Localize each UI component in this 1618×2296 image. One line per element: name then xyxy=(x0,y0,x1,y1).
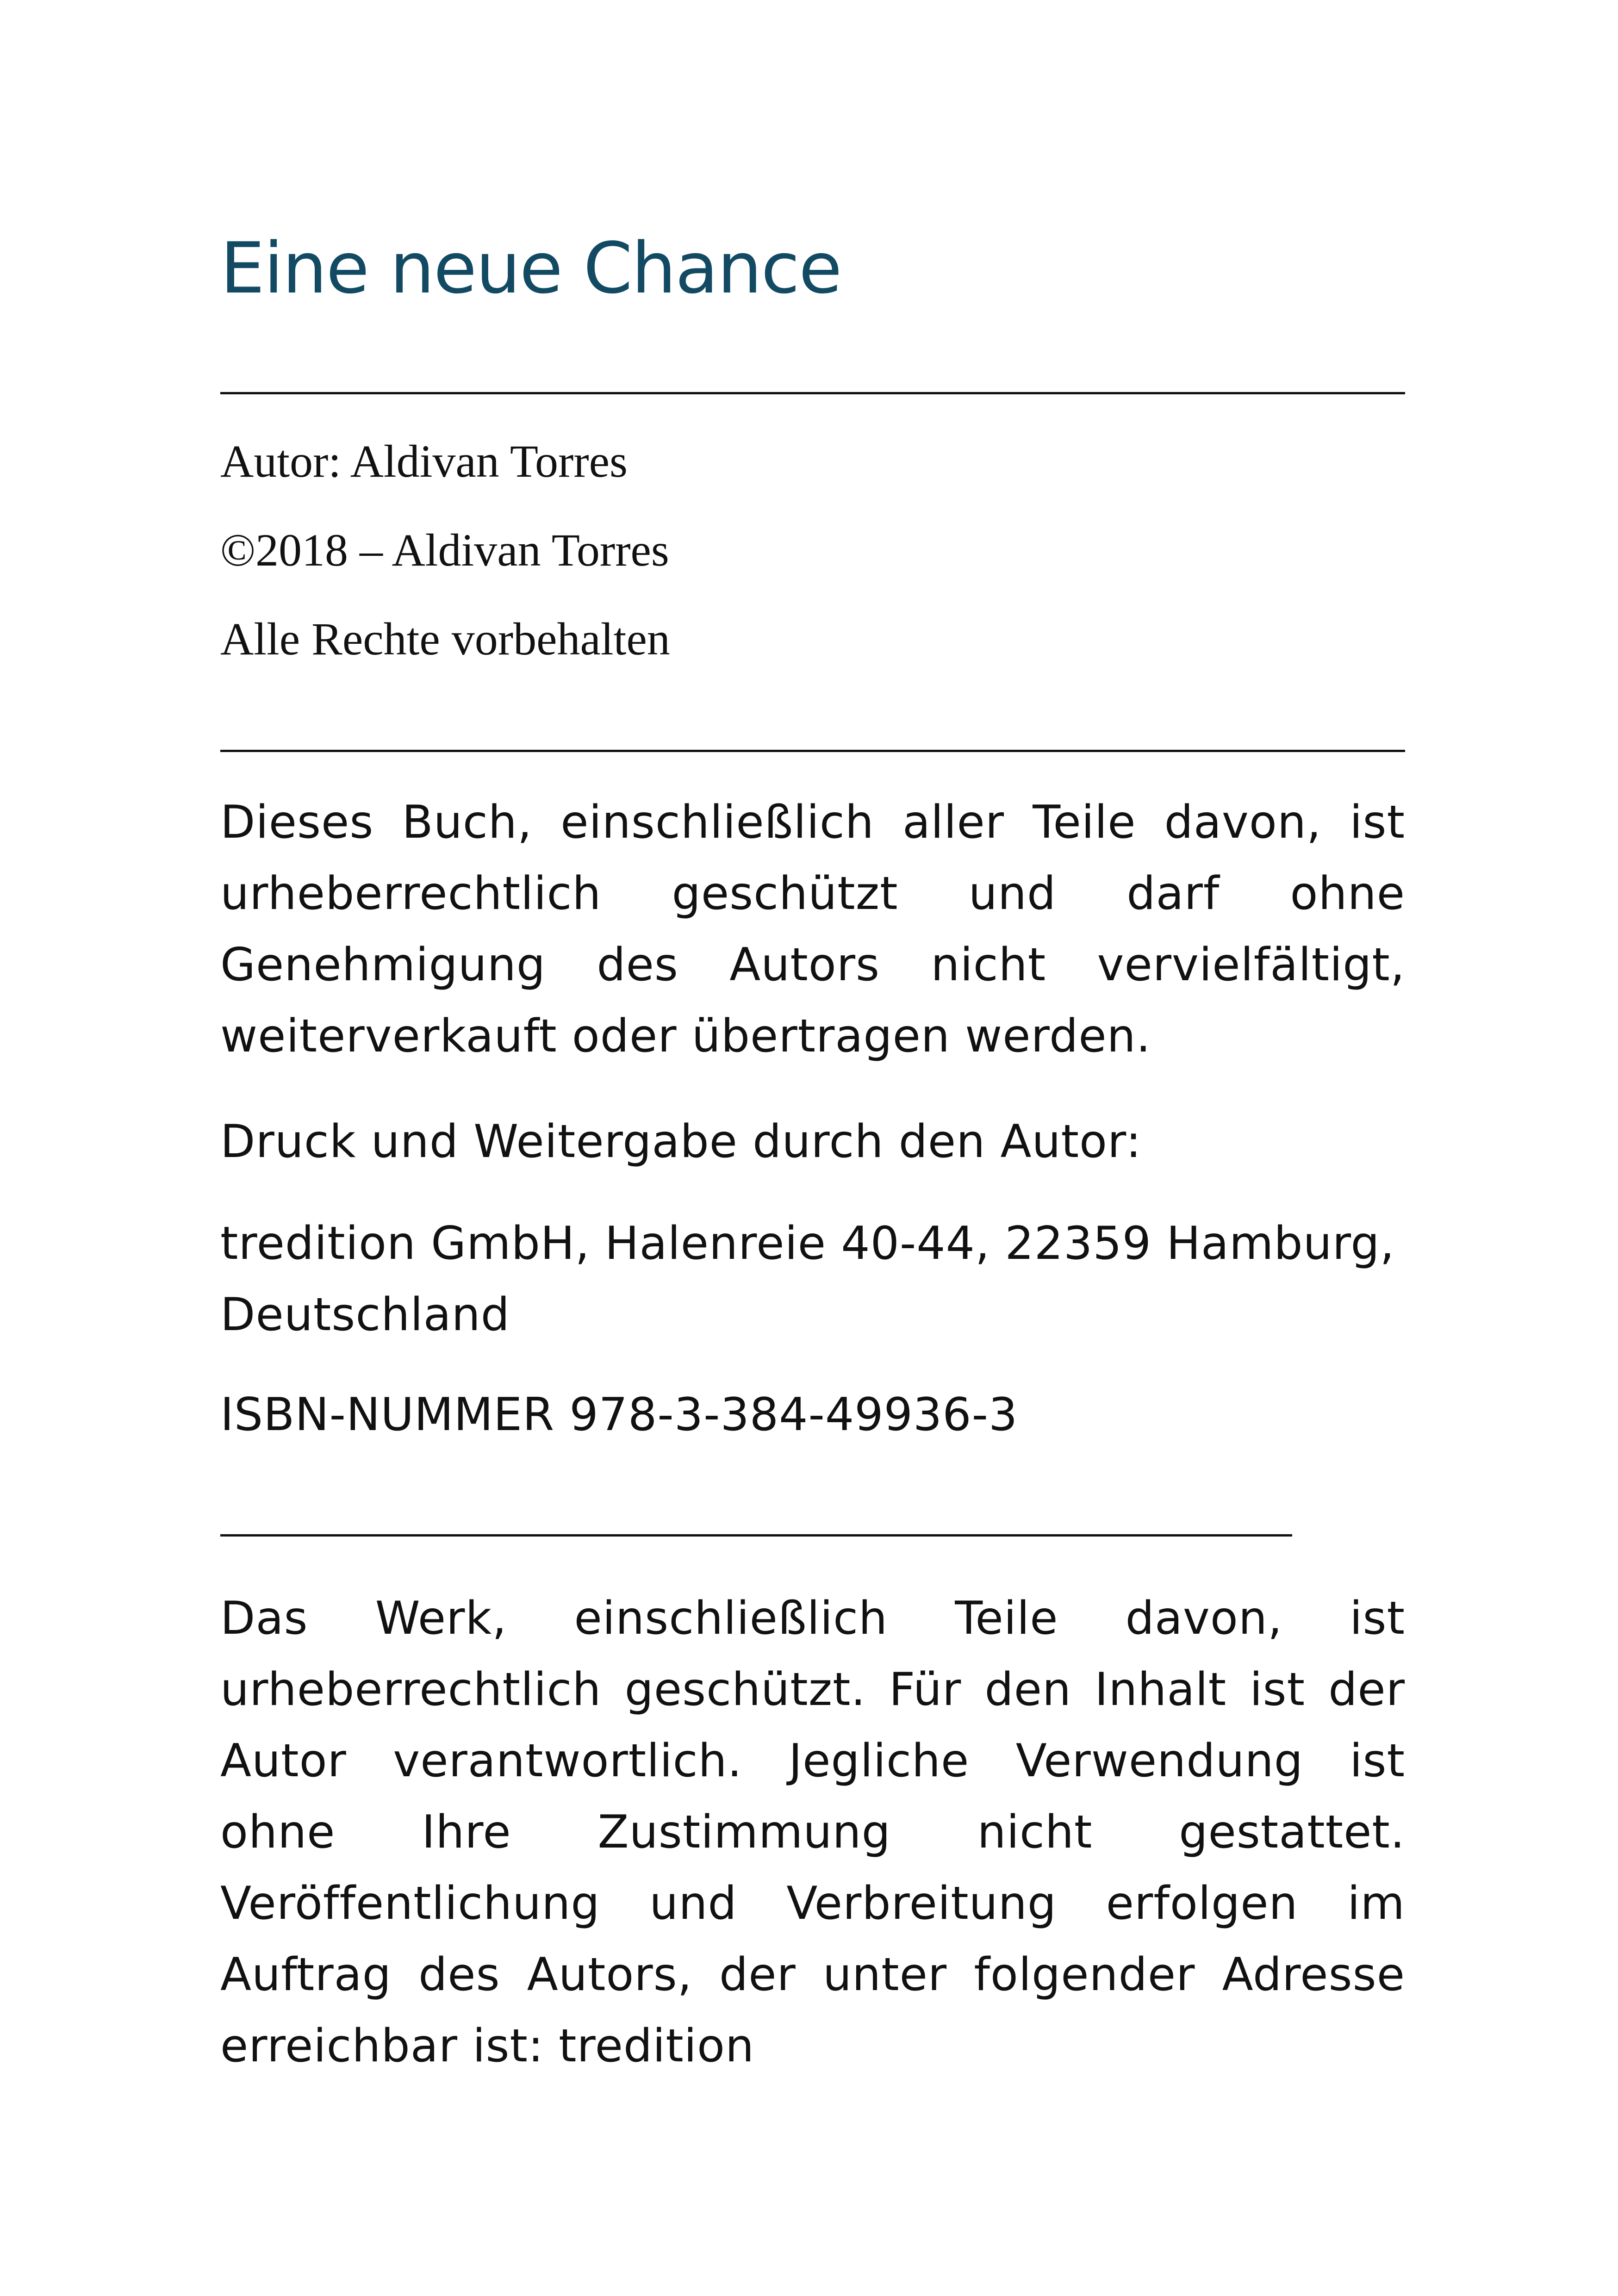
legal-paragraph: Das Werk, einschließlich Teile davon, ist urheberrechtlich geschützt. Für den Inhalt ist der Autor verantwortlich. Jegliche Verwendung ist ohne Ihre Zustimmung nicht gestattet. Veröffentlichung und Verbreitung erfolgen im Auftrag des Autors, der unter folgender Adresse erreichbar ist: tredition xyxy=(220,1592,1405,2072)
print-line: Druck und Weitergabe durch den Autor: xyxy=(220,1115,1142,1168)
divider-middle xyxy=(220,750,1405,752)
divider-bottom xyxy=(220,1534,1292,1537)
isbn-line: ISBN-NUMMER 978-3-384-49936-3 xyxy=(220,1388,1018,1441)
copyright-line: ©2018 – Aldivan Torres xyxy=(220,524,669,576)
author-line: Autor: Aldivan Torres xyxy=(220,436,628,487)
document-title: Eine neue Chance xyxy=(220,227,841,309)
divider-top xyxy=(220,392,1405,394)
publisher-address: tredition GmbH, Halenreie 40-44, 22359 Hamburg, Deutschland xyxy=(220,1217,1395,1341)
copyright-paragraph: Dieses Buch, einschließlich aller Teile davon, ist urheberrechtlich geschützt und darf ohne Genehmigung des Autors nicht vervielfältigt, weiterverkauft oder übertragen werden. xyxy=(220,796,1405,1063)
rights-line: Alle Rechte vorbehalten xyxy=(220,613,670,665)
